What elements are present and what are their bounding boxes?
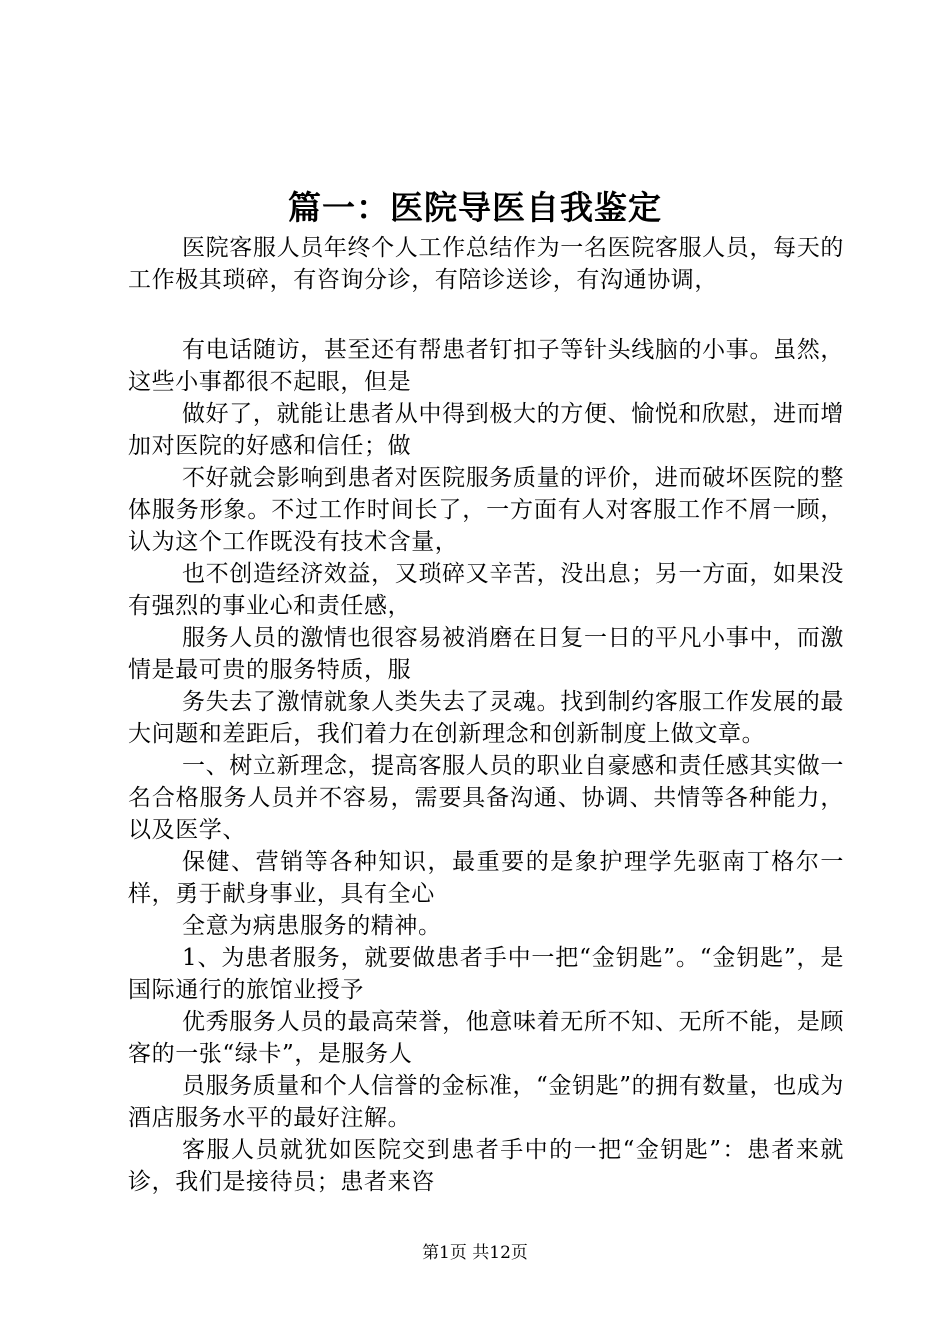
paragraph: 全意为病患服务的精神。 bbox=[182, 913, 442, 939]
paragraph: 客服人员就犹如医院交到患者手中的一把“金钥匙”：患者来就诊，我们是接待员；患者来咨 bbox=[128, 1137, 844, 1195]
page-number-footer: 第1页 共12页 bbox=[422, 1243, 528, 1263]
paragraph: 做好了，就能让患者从中得到极大的方便、愉悦和欣慰，进而增加对医院的好感和信任；做 bbox=[128, 401, 844, 459]
paragraph: 员服务质量和个人信誉的金标准，“金钥匙”的拥有数量，也成为酒店服务水平的最好注解。 bbox=[128, 1073, 844, 1131]
paragraph: 务失去了激情就象人类失去了灵魂。找到制约客服工作发展的最大问题和差距后，我们着力在创新理念和创新制度上做文章。 bbox=[128, 689, 844, 747]
paragraph: 有电话随访，甚至还有帮患者钉扣子等针头线脑的小事。虽然，这些小事都很不起眼，但是 bbox=[128, 337, 844, 395]
paragraph: 保健、营销等各种知识，最重要的是象护理学先驱南丁格尔一样，勇于献身事业，具有全心 bbox=[128, 849, 844, 907]
paragraph: 一、树立新理念，提高客服人员的职业自豪感和责任感其实做一名合格服务人员并不容易，需要具备沟通、协调、共情等各种能力，以及医学、 bbox=[128, 753, 844, 843]
paragraph: 1、为患者服务，就要做患者手中一把“金钥匙”。“金钥匙”，是国际通行的旅馆业授予 bbox=[128, 945, 844, 1003]
paragraph: 优秀服务人员的最高荣誉，他意味着无所不知、无所不能，是顾客的一张“绿卡”，是服务人 bbox=[128, 1009, 844, 1067]
paragraph: 不好就会影响到患者对医院服务质量的评价，进而破坏医院的整体服务形象。不过工作时间长了，一方面有人对客服工作不屑一顾，认为这个工作既没有技术含量， bbox=[128, 465, 844, 555]
document-title: 篇一：医院导医自我鉴定 bbox=[288, 188, 662, 227]
document-body bbox=[128, 232, 844, 1198]
paragraph: 医院客服人员年终个人工作总结作为一名医院客服人员，每天的工作极其琐碎，有咨询分诊，有陪诊送诊，有沟通协调， bbox=[128, 235, 844, 293]
paragraph: 也不创造经济效益，又琐碎又辛苦，没出息；另一方面，如果没有强烈的事业心和责任感， bbox=[128, 561, 844, 619]
paragraph: 服务人员的激情也很容易被消磨在日复一日的平凡小事中，而激情是最可贵的服务特质，服 bbox=[128, 625, 844, 683]
